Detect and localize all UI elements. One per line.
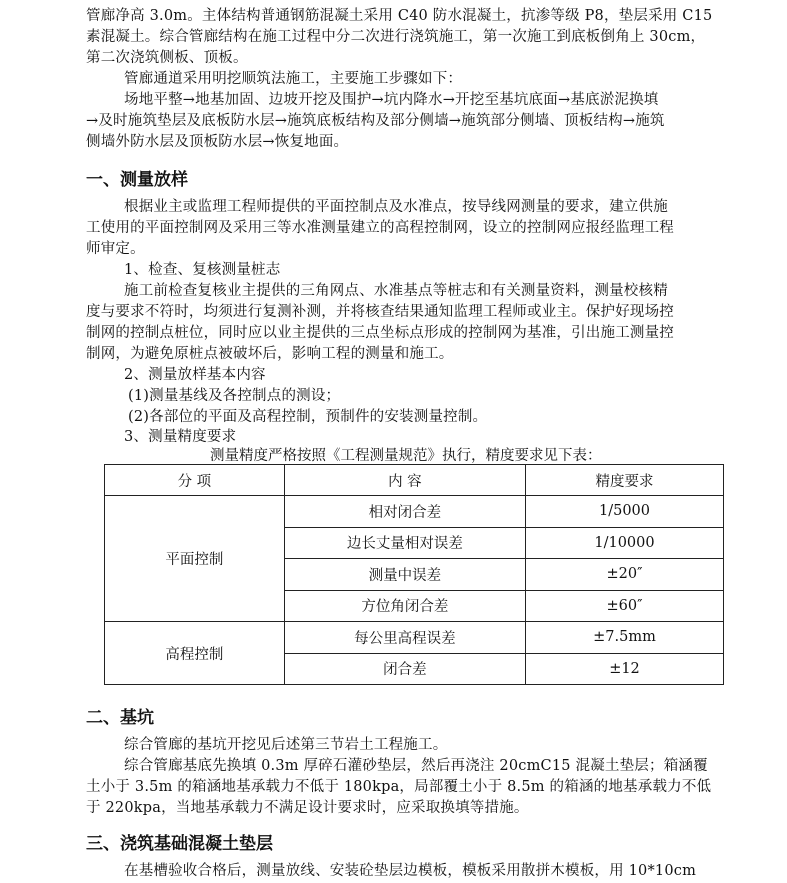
header-cell: 内 容 bbox=[284, 465, 525, 496]
subheading: 2、测量放样基本内容 bbox=[124, 367, 266, 383]
header-cell: 精度要求 bbox=[526, 465, 724, 496]
paragraph-line: 工使用的平面控制网及采用三等水准测量建立的高程控制网，设立的控制网应报经监理工程 bbox=[86, 220, 674, 236]
value-cell: ±20″ bbox=[526, 559, 724, 591]
step-line: 侧墙外防水层及顶板防水层→恢复地面。 bbox=[86, 134, 349, 150]
paragraph-line: 土小于 3.5m 的箱涵地基承载力不低于 180kpa，局部覆土小于 8.5m 的箱涵的地基承载力不低 bbox=[86, 779, 712, 795]
paragraph-line: 师审定。 bbox=[86, 241, 145, 257]
paragraph-line: 在基槽验收合格后，测量放线、安装砼垫层边模板，模板采用散拼木模板，用 10*10cm bbox=[124, 863, 697, 879]
item-cell: 每公里高程误差 bbox=[284, 622, 525, 654]
section-heading: 三、浇筑基础混凝土垫层 bbox=[86, 834, 273, 854]
paragraph-line: 制网，为避免原桩点被破坏后，影响工程的测量和施工。 bbox=[86, 346, 454, 362]
intro-line: 素混凝土。综合管廊结构在施工过程中分二次进行浇筑施工，第一次施工到底板倒角上 30cm， bbox=[86, 29, 706, 45]
subheading: 1、检查、复核测量桩志 bbox=[124, 262, 281, 278]
step-line: →及时施筑垫层及底板防水层→施筑底板结构及部分侧墙→施筑部分侧墙、顶板结构→施筑 bbox=[86, 113, 665, 129]
header-cell: 分 项 bbox=[105, 465, 285, 496]
item-cell: 方位角闭合差 bbox=[284, 590, 525, 622]
item-cell: 测量中误差 bbox=[284, 559, 525, 591]
value-cell: ±7.5mm bbox=[526, 622, 724, 654]
table-row bbox=[105, 622, 724, 654]
paragraph-line: 综合管廊的基坑开挖见后述第三节岩土工程施工。 bbox=[124, 737, 448, 753]
paragraph-line: 度与要求不符时，均须进行复测补测，并将核查结果通知监理工程师或业主。保护好现场控 bbox=[86, 304, 674, 320]
value-cell: ±12 bbox=[526, 653, 724, 685]
list-item: (2)各部位的平面及高程控制，预制件的安装测量控制。 bbox=[128, 409, 488, 425]
step-line: 场地平整→地基加固、边坡开挖及围护→坑内降水→开挖至基坑底面→基底淤泥换填 bbox=[124, 92, 659, 108]
item-cell: 闭合差 bbox=[284, 653, 525, 685]
intro-line: 管廊净高 3.0m。主体结构普通钢筋混凝土采用 C40 防水混凝土，抗渗等级 P8，垫层采用 C15 bbox=[86, 8, 713, 24]
subheading: 3、测量精度要求 bbox=[124, 429, 237, 445]
table-header-row bbox=[105, 465, 724, 496]
item-cell: 边长丈量相对误差 bbox=[284, 527, 525, 559]
group-cell: 平面控制 bbox=[105, 496, 285, 622]
paragraph-line: 于 220kpa，当地基承载力不满足设计要求时，应采取换填等措施。 bbox=[86, 800, 529, 816]
item-cell: 相对闭合差 bbox=[284, 496, 525, 528]
value-cell: 1/10000 bbox=[526, 527, 724, 559]
value-cell: ±60″ bbox=[526, 590, 724, 622]
table-caption: 测量精度严格按照《工程测量规范》执行，精度要求见下表： bbox=[210, 448, 602, 464]
paragraph-line: 综合管廊基底先换填 0.3m 厚碎石灌砂垫层，然后再浇注 20cmC15 混凝土垫层；箱涵覆 bbox=[124, 758, 708, 774]
intro-line: 第二次浇筑侧板、顶板。 bbox=[86, 50, 248, 66]
section-heading: 一、测量放样 bbox=[86, 170, 188, 190]
table-row bbox=[105, 496, 724, 528]
section-heading: 二、基坑 bbox=[86, 708, 154, 728]
value-cell: 1/5000 bbox=[526, 496, 724, 528]
precision-table bbox=[104, 464, 724, 685]
paragraph-line: 制网的控制点桩位，同时应以业主提供的三点坐标点形成的控制网为基准，引出施工测量控 bbox=[86, 325, 674, 341]
paragraph-line: 根据业主或监理工程师提供的平面控制点及水准点，按导线网测量的要求，建立供施 bbox=[124, 199, 668, 215]
paragraph-line: 施工前检查复核业主提供的三角网点、水准基点等桩志和有关测量资料，测量校核精 bbox=[124, 283, 668, 299]
group-cell: 高程控制 bbox=[105, 622, 285, 685]
list-item: (1)测量基线及各控制点的测设； bbox=[128, 388, 341, 404]
method-intro: 管廊通道采用明挖顺筑法施工，主要施工步骤如下： bbox=[124, 71, 463, 87]
